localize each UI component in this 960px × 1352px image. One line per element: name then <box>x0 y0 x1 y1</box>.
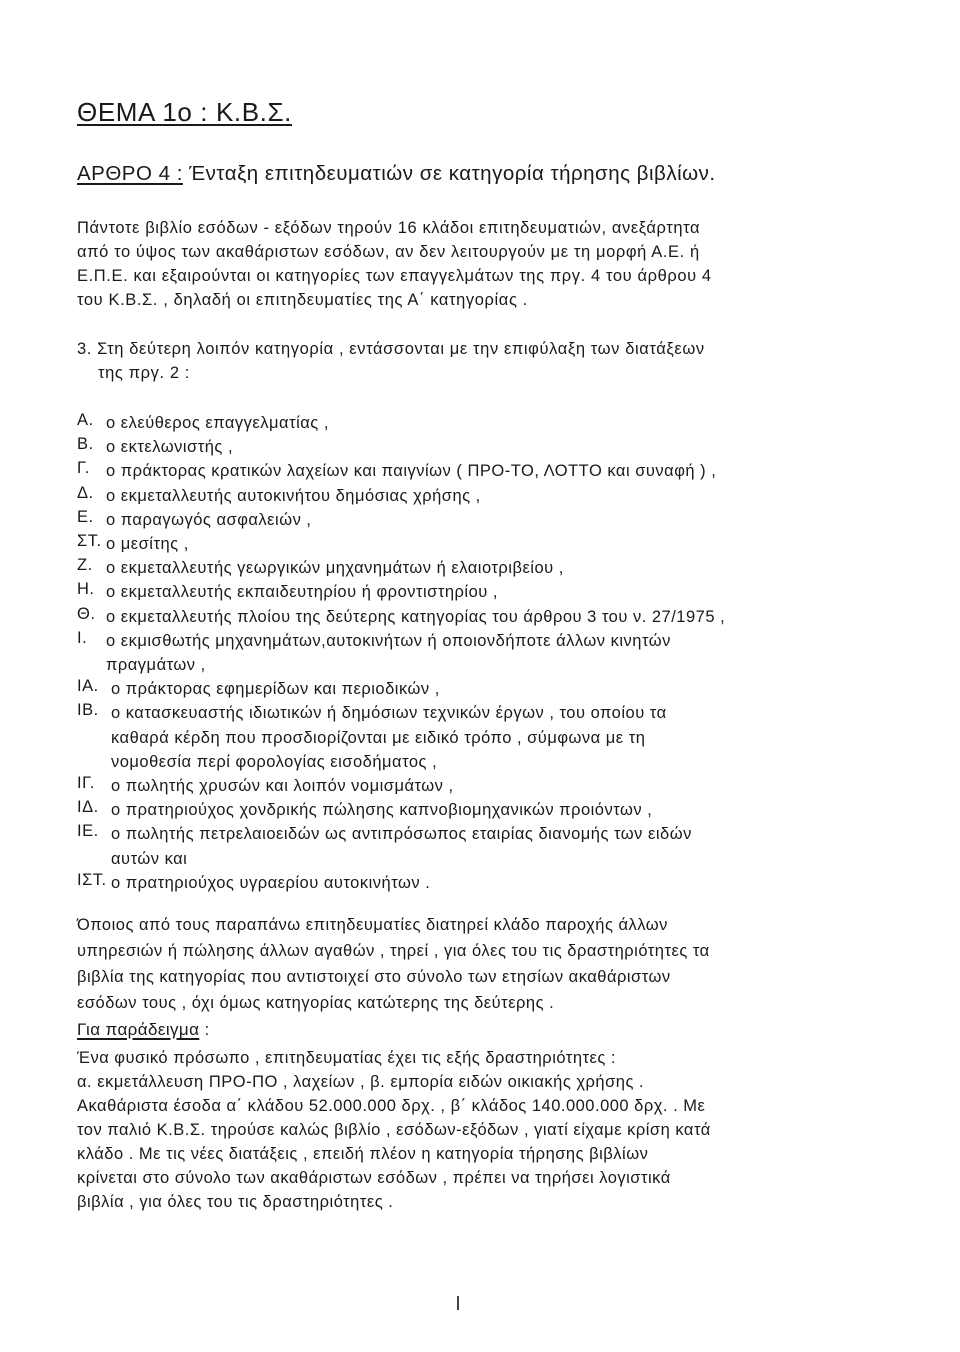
list-item-text: ο πρατηριούχος υγραερίου αυτοκινήτων . <box>111 873 431 892</box>
text-line: Πάντοτε βιβλίο εσόδων - εξόδων τηρούν 16 κλάδοι επιτηδευματιών, ανεξάρτητα <box>77 219 701 237</box>
example-heading-text: Για παράδειγμα <box>77 1020 200 1039</box>
list-item-text: αυτών και <box>111 849 188 868</box>
text-line: κλάδο . Με τις νέες διατάξεις , επειδή πλέον η κατηγορία τήρησης βιβλίων <box>77 1145 649 1163</box>
list-item-letter: ΙΒ. <box>77 701 99 720</box>
paragraph-3 <box>77 337 705 385</box>
article-title: Ένταξη επιτηδευματιών σε κατηγορία τήρησης βιβλίων. <box>189 162 716 185</box>
list-item-letter: Β. <box>77 435 94 454</box>
list-item-text: ο ελεύθερος επαγγελματίας , <box>106 414 329 432</box>
list-item-text: ο εκμεταλλευτής πλοίου της δεύτερης κατηγορίας του άρθρου 3 του ν. 27/1975 , <box>106 607 726 626</box>
text-line: από το ύψος των ακαθάριστων εσόδων, αν δεν λειτουργούν με τη μορφή Α.Ε. ή <box>77 243 700 261</box>
list-item-letter: ΙΔ. <box>77 798 99 817</box>
list-item-text: πραγμάτων , <box>106 655 206 674</box>
text-line: Ακαθάριστα έσοδα α΄ κλάδου 52.000.000 δρχ. , β΄ κλάδος 140.000.000 δρχ. . Με <box>77 1097 706 1115</box>
list-item-text: ο πράκτορας εφημερίδων και περιοδικών , <box>111 680 440 699</box>
example-paragraph <box>77 1046 711 1214</box>
text-line: του Κ.Β.Σ. , δηλαδή οι επιτηδευματίες της Α΄ κατηγορίας . <box>77 291 528 309</box>
example-heading-colon: : <box>199 1020 210 1039</box>
list-item-letter: ΙΣΤ. <box>77 870 107 889</box>
list-item-text: ο πωλητής χρυσών και λοιπόν νομισμάτων , <box>111 777 454 795</box>
text-line: Ένα φυσικό πρόσωπο , επιτηδευματίας έχει τις εξής δραστηριότητες : <box>77 1049 616 1067</box>
list-item-text: ο εκμεταλλευτής εκπαιδευτηρίου ή φροντιστηρίου , <box>106 583 498 602</box>
list-item-text: ο μεσίτης , <box>106 535 189 553</box>
list-item-text: νομοθεσία περί φορολογίας εισοδήματος , <box>111 752 438 771</box>
list-item-text: ο πράκτορας κρατικών λαχείων και παιγνίων ( ΠΡΟ-ΤΟ, ΛΟΤΤΟ και συναφή ) , <box>106 462 717 481</box>
text-line: τον παλιό Κ.Β.Σ. τηρούσε καλώς βιβλίο , εσόδων-εξόδων , γιατί είχαμε κρίση κατά <box>77 1121 711 1139</box>
paragraph-4 <box>77 912 710 1016</box>
list-item-letter: Θ. <box>77 604 96 623</box>
list-item-letter: Δ. <box>77 483 94 502</box>
text-line: α. εκμετάλλευση ΠΡΟ-ΠΟ , λαχείων , β. εμπορία ειδών οικιακής χρήσης . <box>77 1073 645 1091</box>
article-label: ΑΡΘΡΟ 4 : <box>77 162 183 185</box>
text-line: υπηρεσιών ή πώλησης άλλων αγαθών , τηρεί , για όλες του τις δραστηριότητες τα <box>77 942 710 960</box>
text-line: Όποιος από τους παραπάνω επιτηδευματίες διατηρεί κλάδο παροχής άλλων <box>77 916 668 934</box>
list-item-letter: ΙΑ. <box>77 677 99 696</box>
list-item-letter: ΣΤ. <box>77 532 102 550</box>
list-item-text: καθαρά κέρδη που προσδιορίζονται με ειδικό τρόπο , σύμφωνα με τη <box>111 728 646 747</box>
page-title: ΘΕΜΑ 1ο : Κ.Β.Σ. <box>77 97 292 127</box>
list-item-text: ο εκτελωνιστής , <box>106 438 234 457</box>
list-item-letter: Ι. <box>77 628 88 647</box>
text-line: κρίνεται στο σύνολο των ακαθάριστων εσόδων , πρέπει να τηρήσει λογιστικά <box>77 1169 671 1187</box>
list-item-text: ο κατασκευαστής ιδιωτικών ή δημόσιων τεχνικών έργων , του οποίου τα <box>111 704 667 723</box>
list-item-letter: ΙΓ. <box>77 774 95 792</box>
list-item-letter: Α. <box>77 411 94 429</box>
list-item-text: ο εκμισθωτής μηχανημάτων,αυτοκινήτων ή οποιονδήποτε άλλων κινητών <box>106 631 671 650</box>
example-heading <box>77 1020 210 1040</box>
list-item-letter: Ζ. <box>77 556 93 575</box>
scan-mark <box>457 1296 459 1310</box>
list-item-text: ο πρατηριούχος χονδρικής πώλησης καπνοβιομηχανικών προιόντων , <box>111 801 653 820</box>
list-item-text: ο εκμεταλλευτής γεωργικών μηχανημάτων ή ελαιοτριβείου , <box>106 559 564 578</box>
intro-paragraph <box>77 216 712 312</box>
text-line: Ε.Π.Ε. και εξαιρούνται οι κατηγορίες των επαγγελμάτων της πργ. 4 του άρθρου 4 <box>77 267 712 285</box>
list-item-text: ο πωλητής πετρελαιοειδών ως αντιπρόσωπος εταιρίας διανομής των ειδών <box>111 825 692 844</box>
text-line: της πργ. 2 : <box>98 364 190 382</box>
text-line: εσόδων τους , όχι όμως κατηγορίας κατώτερης της δεύτερης . <box>77 994 555 1012</box>
list-item-letter: ΙΕ. <box>77 822 99 841</box>
text-line: 3. Στη δεύτερη λοιπόν κατηγορία , εντάσσονται με την επιφύλαξη των διατάξεων <box>77 340 705 358</box>
list-item-letter: Ε. <box>77 507 94 526</box>
article-heading <box>77 162 716 186</box>
list-item-text: ο παραγωγός ασφαλειών , <box>106 510 312 529</box>
text-line: βιβλία της κατηγορίας που αντιστοιχεί στο σύνολο των ετησίων ακαθάριστων <box>77 968 671 986</box>
list-item-letter: Γ. <box>77 459 90 478</box>
list-item-letter: Η. <box>77 580 95 599</box>
text-line: βιβλία , για όλες του τις δραστηριότητες . <box>77 1193 394 1211</box>
list-item-text: ο εκμεταλλευτής αυτοκινήτου δημόσιας χρήσης , <box>106 486 481 505</box>
